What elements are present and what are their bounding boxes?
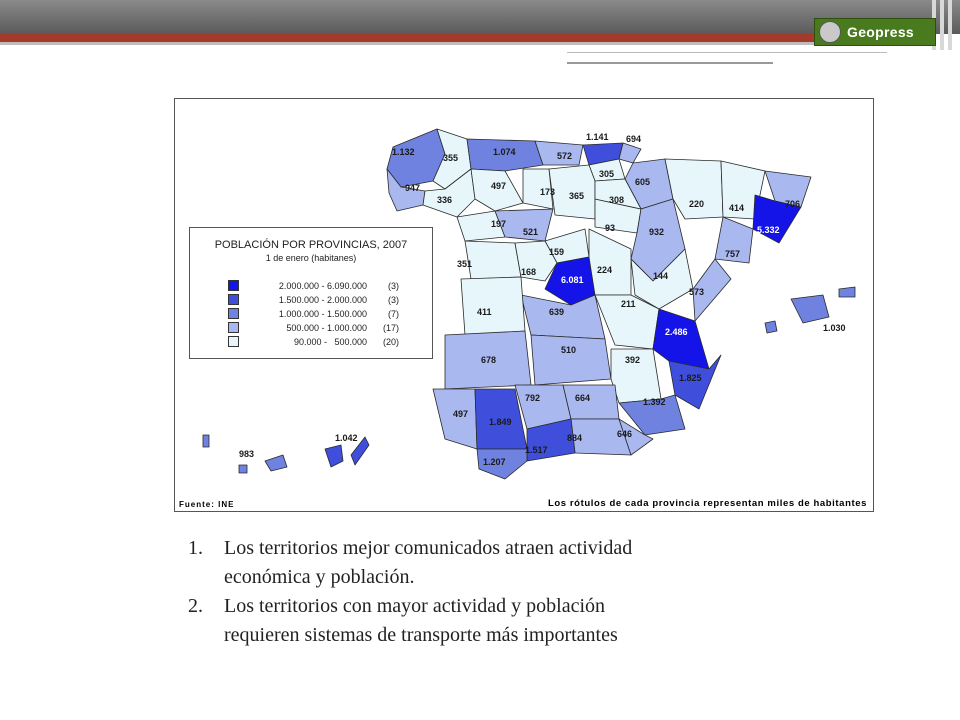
geopress-logo [814, 18, 936, 46]
legend-swatch [228, 322, 239, 333]
province-tenerife [265, 455, 287, 471]
province-baleares-mallorca [791, 295, 829, 323]
legend-count: (3) [388, 280, 399, 291]
label-jaen: 664 [575, 393, 591, 403]
province-baleares-menorca [839, 287, 855, 297]
header-divider [0, 42, 930, 45]
legend-range: 500.000 - 1.000.000 [286, 322, 367, 333]
label-lugo: 355 [443, 153, 459, 163]
province-tenerife-gomera [239, 465, 247, 473]
label-palencia: 173 [540, 187, 556, 197]
legend-swatch [228, 308, 239, 319]
label-huelva: 497 [453, 409, 469, 419]
legend-title: POBLACIÓN POR PROVINCIAS, 2007 [214, 239, 408, 251]
map-legend [189, 227, 433, 359]
globe-icon [819, 21, 841, 43]
legend-count: (20) [382, 336, 399, 347]
label-la-rioja: 308 [609, 195, 625, 205]
bullet-list [188, 534, 648, 650]
legend-count: (7) [388, 308, 399, 319]
label-asturias: 1.074 [493, 147, 516, 157]
label-teruel: 144 [653, 271, 669, 281]
population-map [174, 98, 874, 512]
legend-subtitle: 1 de enero (habitanes) [265, 253, 357, 263]
header-stripe [948, 0, 952, 50]
legend-range: 1.500.000 - 2.000.000 [278, 294, 367, 305]
label-albacete: 392 [625, 355, 641, 365]
legend-range: 2.000.000 - 6.090.000 [278, 280, 367, 291]
label-cuenca: 211 [621, 299, 636, 309]
label-barcelona: 5.332 [757, 225, 780, 235]
label-badajoz: 678 [481, 355, 497, 365]
legend-swatch [228, 294, 239, 305]
label-pontevedra: 947 [405, 183, 421, 193]
province-ciudad-real [531, 335, 611, 385]
legend-row [228, 322, 399, 333]
legend-count: (3) [388, 294, 399, 305]
label-a-coruna: 1.132 [392, 147, 415, 157]
list-item [188, 592, 648, 650]
label-valencia: 2.486 [665, 327, 688, 337]
map-note: Los rótulos de cada provincia representan miles de habitantes [547, 498, 867, 509]
province-guadalajara [589, 229, 631, 295]
label-avila: 168 [521, 267, 537, 277]
province-guipuzcoa [619, 143, 641, 163]
province-toledo [521, 295, 605, 339]
label-cordoba: 792 [525, 393, 541, 403]
province-las-palmas [325, 445, 343, 467]
label-madrid: 6.081 [561, 275, 584, 285]
header-stripe [940, 0, 944, 50]
label-leon: 497 [491, 181, 507, 191]
logo-text: Geopress [847, 24, 914, 40]
label-alicante: 1.825 [679, 373, 702, 383]
label-valladolid: 521 [523, 227, 539, 237]
legend-count: (17) [382, 322, 399, 333]
province-salamanca [465, 241, 521, 279]
label-cantabria: 572 [557, 151, 573, 161]
label-tarragona: 757 [725, 249, 741, 259]
list-item [188, 534, 648, 592]
label-almeria: 646 [617, 429, 633, 439]
label-salamanca: 351 [457, 259, 473, 269]
label-caceres: 411 [477, 307, 492, 317]
list-text: Los territorios mejor comunicados atraen actividad económica y población. [224, 537, 633, 588]
legend-range: 90.000 - 500.000 [293, 336, 367, 347]
label-vizcaya: 1.141 [586, 132, 609, 142]
province-jaen [563, 385, 619, 419]
province-tenerife-palma [203, 435, 209, 447]
list-number: 1. [188, 537, 203, 559]
province-baleares-ibiza [765, 321, 777, 333]
decorative-rule [567, 62, 773, 64]
label-segovia: 159 [549, 247, 565, 257]
label-cadiz: 1.207 [483, 457, 506, 467]
label-girona: 706 [785, 199, 801, 209]
legend-swatch [228, 280, 239, 291]
legend-row [228, 308, 399, 319]
legend-row [228, 294, 399, 305]
label-toledo: 639 [549, 307, 565, 317]
decorative-rule [567, 52, 887, 53]
label-zamora: 197 [491, 219, 507, 229]
label-murcia: 1.392 [643, 397, 666, 407]
label-ciudad-real: 510 [561, 345, 577, 355]
label-soria: 93 [605, 223, 616, 233]
label-lleida: 414 [729, 203, 745, 213]
legend-swatch [228, 336, 239, 347]
legend-row [228, 336, 399, 347]
legend-row [228, 280, 399, 291]
label-ourense: 336 [437, 195, 453, 205]
label-zaragoza: 932 [649, 227, 665, 237]
label-guipuzcoa: 694 [626, 134, 642, 144]
label-baleares: 1.030 [823, 323, 846, 333]
label-huesca: 220 [689, 199, 705, 209]
label-burgos: 365 [569, 191, 585, 201]
province-huelva [433, 389, 477, 449]
label-malaga: 1.517 [525, 445, 548, 455]
label-tenerife: 983 [239, 449, 255, 459]
province-valencia [653, 309, 709, 369]
label-guadalajara: 224 [597, 265, 613, 275]
label-las-palmas: 1.042 [335, 433, 358, 443]
header-accent-line [0, 34, 930, 42]
label-castellon: 573 [689, 287, 705, 297]
map-source: Fuente: INE [179, 500, 235, 509]
label-granada: 884 [567, 433, 583, 443]
label-alava: 305 [599, 169, 615, 179]
list-text: Los territorios con mayor actividad y población requieren sistemas de transporte más importantes [224, 595, 618, 646]
legend-range: 1.000.000 - 1.500.000 [278, 308, 367, 319]
province-caceres [461, 277, 525, 335]
list-number: 2. [188, 595, 203, 617]
label-sevilla: 1.849 [489, 417, 512, 427]
label-navarra: 605 [635, 177, 651, 187]
